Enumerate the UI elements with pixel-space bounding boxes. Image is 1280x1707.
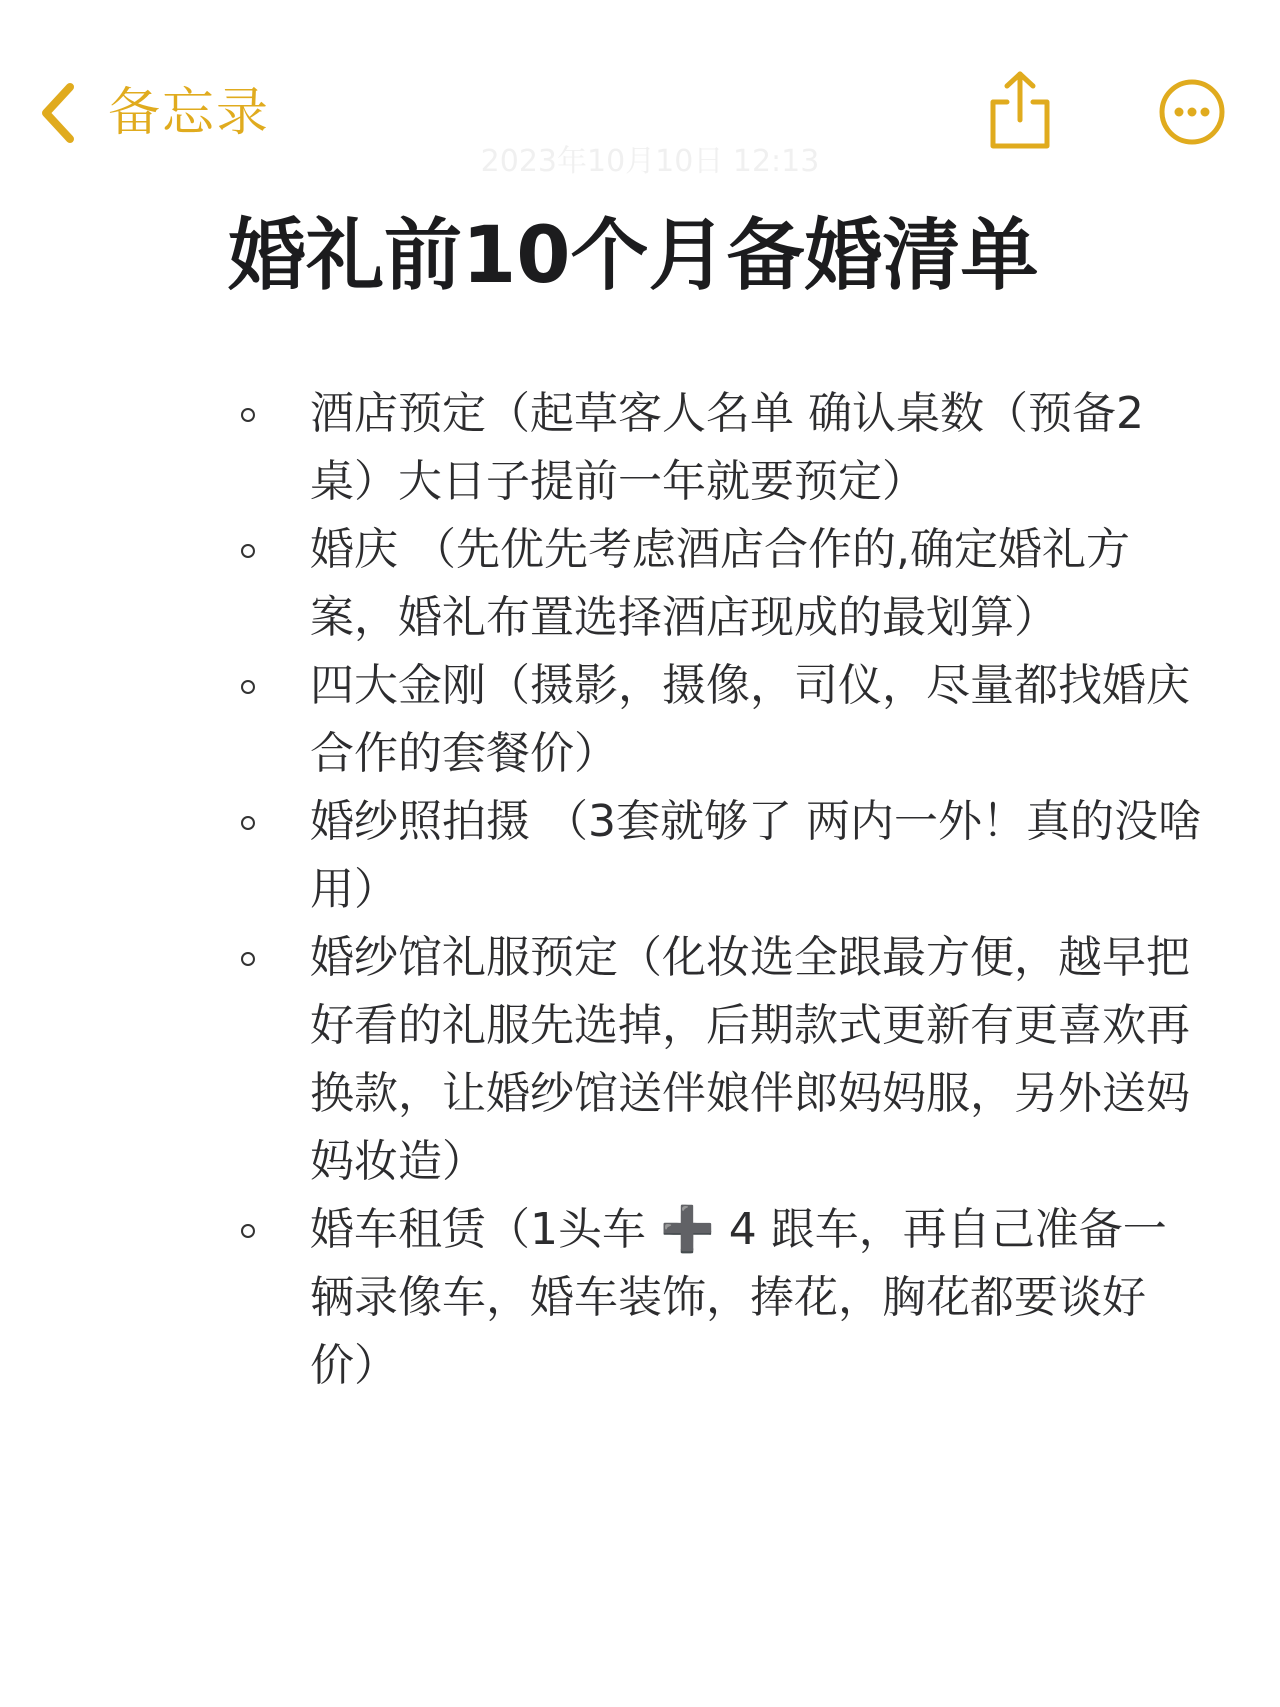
list-item-text: 婚纱照拍摄 （3套就够了 两内一外！真的没啥用） — [310, 796, 1202, 915]
list-item[interactable] — [235, 924, 1205, 1196]
bullet-icon — [241, 680, 255, 694]
back-label: 备忘录 — [108, 83, 271, 143]
list-item-text: 婚纱馆礼服预定（化妆选全跟最方便，越早把好看的礼服先选掉，后期款式更新有更喜欢再换款，让婚纱馆送伴娘伴郎妈妈服，另外送妈妈妆造） — [310, 932, 1190, 1187]
share-button[interactable] — [985, 70, 1055, 150]
back-button[interactable] — [38, 78, 270, 148]
note-checklist — [235, 380, 1205, 1400]
more-button[interactable] — [1158, 78, 1226, 146]
bullet-icon — [241, 816, 255, 830]
list-item-text: 婚庆 （先优先考虑酒店合作的,确定婚礼方案，婚礼布置选择酒店现成的最划算） — [310, 524, 1130, 643]
more-icon — [1158, 78, 1226, 146]
list-item-text: 四大金刚（摄影，摄像，司仪，尽量都找婚庆合作的套餐价） — [310, 660, 1190, 779]
list-item-text: 婚车租赁（1头车 ➕ 4 跟车，再自己准备一辆录像车，婚车装饰，捧花，胸花都要谈好价） — [310, 1204, 1167, 1391]
bullet-icon — [241, 544, 255, 558]
bullet-icon — [241, 1224, 255, 1238]
bullet-icon — [241, 952, 255, 966]
list-item[interactable] — [235, 1196, 1205, 1400]
list-item-text: 酒店预定（起草客人名单 确认桌数（预备2桌）大日子提前一年就要预定） — [310, 388, 1144, 507]
list-item[interactable] — [235, 380, 1205, 516]
note-date: 2023年10月10日 12:13 — [480, 144, 820, 179]
chevron-left-icon — [38, 81, 78, 145]
bullet-icon — [241, 408, 255, 422]
list-item[interactable] — [235, 516, 1205, 652]
list-item[interactable] — [235, 788, 1205, 924]
list-item[interactable] — [235, 652, 1205, 788]
share-icon — [985, 70, 1055, 150]
note-title: 婚礼前10个月备婚清单 — [228, 211, 1039, 301]
